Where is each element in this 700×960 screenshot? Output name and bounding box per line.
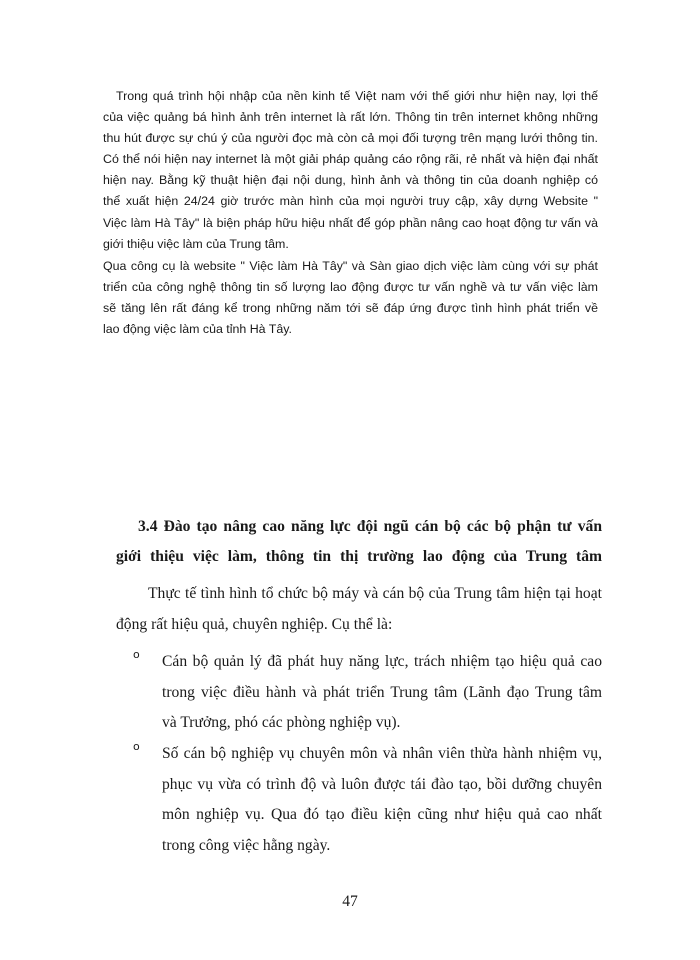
- text-line: thể xuất hiện 24/24 giờ trước màn hình của mọi người truy cập, xây dựng Website ": [103, 194, 598, 208]
- text-line: Việc làm Hà Tây" là biện pháp hữu hiệu nhất để góp phần nâng cao hoạt động tư vấn và: [103, 216, 598, 230]
- text-line: thu hút được sự chú ý của người đọc mà còn cả mọi đối tượng trên mạng lưới thông tin.: [103, 131, 598, 145]
- text-line: và Trưởng, phó các phòng nghiệp vụ).: [162, 714, 401, 731]
- text-line: sẽ tăng lên rất đáng kể trong những năm tới sẽ đáp ứng được tình hình phát triển về: [103, 301, 598, 315]
- text-line: phục vụ vừa có trình độ và luôn được tái đào tạo, bồi dưỡng chuyên: [162, 776, 602, 793]
- hollow-bullet-icon: o: [133, 740, 140, 753]
- text-line: trong công việc hằng ngày.: [162, 837, 331, 854]
- text-line: Thực tế tình hình tổ chức bộ máy và cán bộ của Trung tâm hiện tại hoạt: [148, 585, 602, 602]
- heading-line: 3.4 Đào tạo nâng cao năng lực đội ngũ cán bộ các bộ phận tư vấn: [138, 518, 602, 535]
- hollow-bullet-icon: o: [133, 648, 140, 661]
- text-line: môn nghiệp vụ. Qua đó tạo điều kiện cũng như hiệu quả cao nhất: [162, 806, 602, 823]
- text-line: hiện nay. Bằng kỹ thuật hiện đại nội dung, hình ảnh và thông tin của doanh nghiệp có: [103, 173, 598, 187]
- text-line: động rất hiệu quả, chuyên nghiệp. Cụ thể là:: [116, 616, 393, 633]
- text-line: Cán bộ quản lý đã phát huy năng lực, trách nhiệm tạo hiệu quả cao: [162, 653, 602, 670]
- text-line: Số cán bộ nghiệp vụ chuyên môn và nhân viên thừa hành nhiệm vụ,: [162, 745, 602, 762]
- page-number: 47: [342, 893, 358, 910]
- text-line: Qua công cụ là website " Việc làm Hà Tây" và Sàn giao dịch việc làm cùng với sự phát: [103, 259, 598, 273]
- text-line: Trong quá trình hội nhập của nền kinh tế Việt nam với thế giới như hiện nay, lợi thế: [116, 89, 598, 103]
- text-line: của việc quảng bá hình ảnh trên internet là rất lớn. Thông tin trên internet không những: [103, 110, 598, 124]
- text-line: triển của công nghệ thông tin số lượng lao động được tư vấn nghề và tư vấn việc làm: [103, 280, 598, 294]
- heading-line: giới thiệu việc làm, thông tin thị trường lao động của Trung tâm: [116, 548, 602, 565]
- text-line: lao động việc làm của tỉnh Hà Tây.: [103, 322, 292, 336]
- text-line: giới thiệu việc làm của Trung tâm.: [103, 237, 289, 251]
- text-line: trong việc điều hành và phát triển Trung tâm (Lãnh đạo Trung tâm: [162, 684, 602, 701]
- text-line: Có thể nói hiện nay internet là một giải pháp quảng cáo rộng rãi, rẻ nhất và hiện đại nhất: [103, 152, 598, 166]
